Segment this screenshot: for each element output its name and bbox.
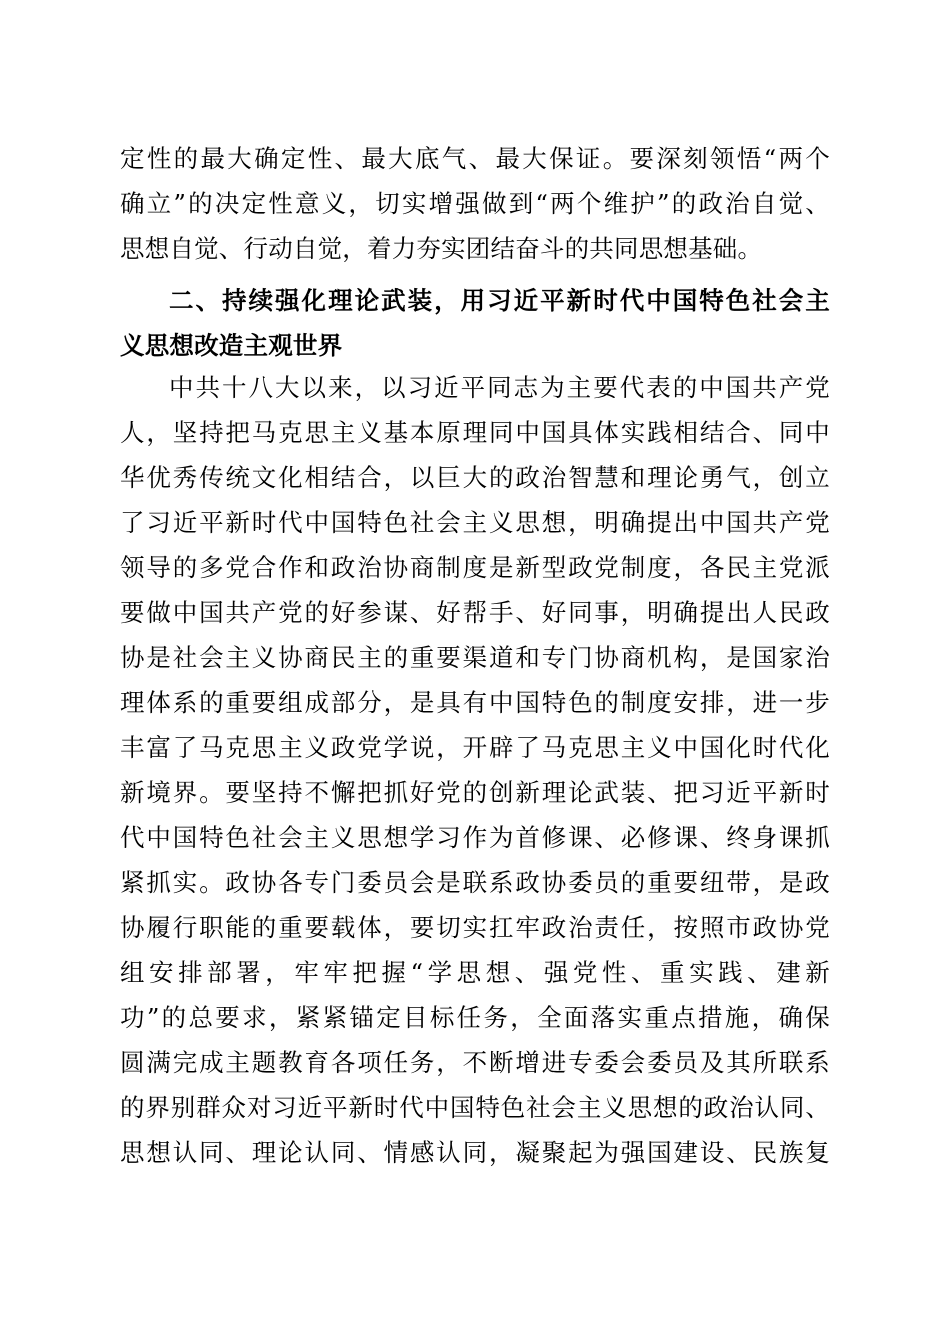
text-line: 功”的总要求，紧紧锚定目标任务，全面落实重点措施，确保 — [120, 1003, 830, 1032]
text-line: 要做中国共产党的好参谋、好帮手、好同事，明确提出人民政 — [120, 598, 830, 627]
heading-line: 义思想改造主观世界 — [120, 331, 343, 360]
text-line: 思想自觉、行动自觉，着力夯实团结奋斗的共同思想基础。 — [120, 234, 763, 263]
text-line: 的界别群众对习近平新时代中国特色社会主义思想的政治认同、 — [120, 1093, 830, 1122]
text-line: 组安排部署，牢牢把握“学思想、强党性、重实践、建新 — [120, 958, 830, 987]
text-line: 协履行职能的重要载体，要切实扛牢政治责任，按照市政协党 — [120, 913, 830, 942]
body-paragraph — [120, 365, 830, 1175]
text-line: 丰富了马克思主义政党学说，开辟了马克思主义中国化时代化 — [120, 733, 830, 762]
section-heading — [120, 278, 830, 368]
text-line: 定性的最大确定性、最大底气、最大保证。要深刻领悟“两个 — [120, 144, 830, 173]
text-line: 确立”的决定性意义，切实增强做到“两个维护”的政治自觉、 — [120, 189, 830, 218]
text-line: 圆满完成主题教育各项任务，不断增进专委会委员及其所联系 — [120, 1048, 830, 1077]
text-line: 人，坚持把马克思主义基本原理同中国具体实践相结合、同中 — [120, 418, 830, 447]
text-line: 理体系的重要组成部分，是具有中国特色的制度安排，进一步 — [120, 688, 830, 717]
text-line: 新境界。要坚持不懈把抓好党的创新理论武装、把习近平新时 — [120, 778, 830, 807]
text-line: 中共十八大以来，以习近平同志为主要代表的中国共产党 — [169, 373, 830, 402]
text-line: 了习近平新时代中国特色社会主义思想，明确提出中国共产党 — [120, 508, 830, 537]
text-line: 紧抓实。政协各专门委员会是联系政协委员的重要纽带，是政 — [120, 868, 830, 897]
text-line: 协是社会主义协商民主的重要渠道和专门协商机构，是国家治 — [120, 643, 830, 672]
text-line: 代中国特色社会主义思想学习作为首修课、必修课、终身课抓 — [120, 823, 830, 852]
text-line: 华优秀传统文化相结合，以巨大的政治智慧和理论勇气，创立 — [120, 463, 830, 492]
text-line: 领导的多党合作和政治协商制度是新型政党制度，各民主党派 — [120, 553, 830, 582]
heading-line: 二、持续强化理论武装，用习近平新时代中国特色社会主 — [169, 286, 830, 315]
text-line: 思想认同、理论认同、情感认同，凝聚起为强国建设、民族复 — [120, 1138, 830, 1167]
intro-paragraph — [120, 136, 830, 271]
